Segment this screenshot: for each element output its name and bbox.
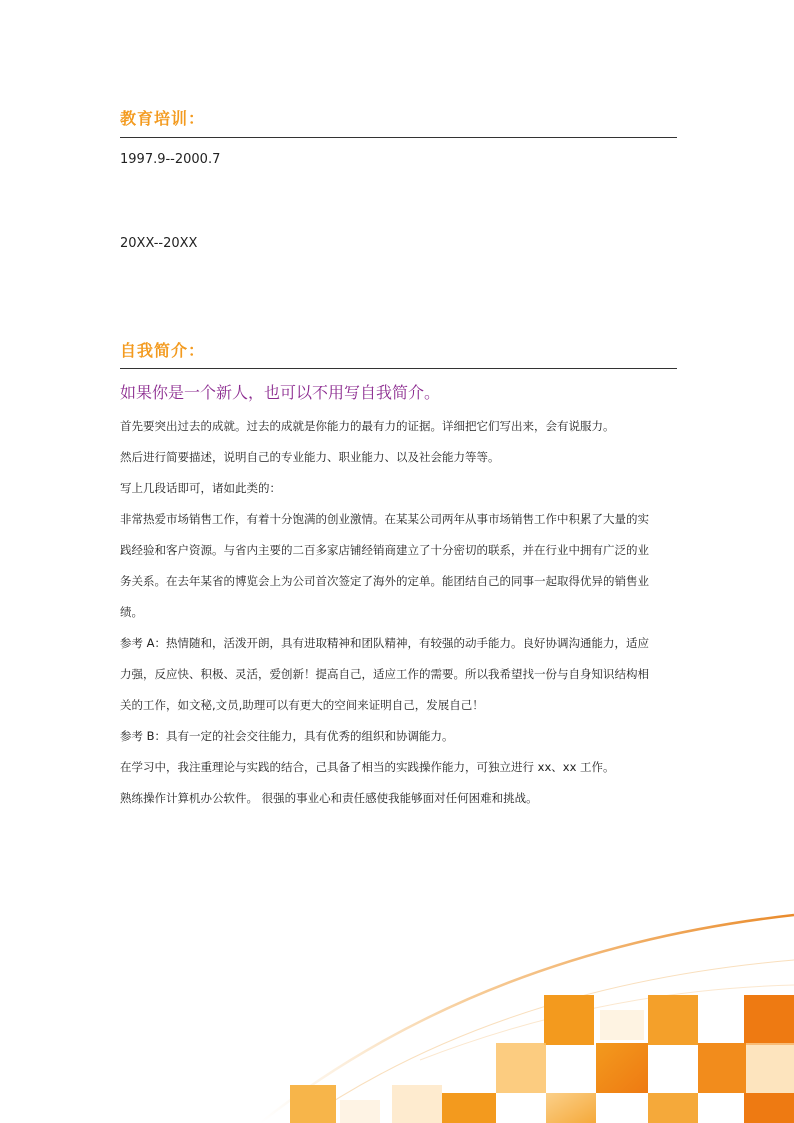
- intro-line: 熟练操作计算机办公软件。 很强的事业心和责任感使我能够面对任何困难和挑战。: [120, 791, 538, 805]
- intro-line: 践经验和客户资源。与省内主要的二百多家店铺经销商建立了十分密切的联系，并在行业中拥有广泛的业: [120, 543, 649, 557]
- intro-line: 参考 A：热情随和，活泼开朗，具有进取精神和团队精神，有较强的动手能力。良好协调沟通能力，适应: [120, 636, 650, 650]
- decor-square: [698, 1043, 746, 1093]
- intro-lead: 如果你是一个新人，也可以不用写自我简介。: [120, 383, 441, 402]
- intro-line: 力强，反应快、积极、灵活，爱创新！提高自己，适应工作的需要。所以我希望找一份与自身知识结构相: [120, 667, 649, 681]
- decor-square: [746, 1043, 794, 1093]
- intro-line: 非常热爱市场销售工作，有着十分饱满的创业激情。在某某公司两年从事市场销售工作中积累了大量的实: [120, 512, 649, 526]
- education-heading: 教育培训：: [120, 109, 206, 128]
- intro-heading: 自我简介：: [120, 341, 206, 360]
- decor-square: [648, 1093, 698, 1123]
- decor-square: [340, 1100, 380, 1123]
- decor-square: [442, 1093, 496, 1123]
- intro-line: 绩。: [120, 605, 143, 619]
- education-date-1: 1997.9--2000.7: [120, 152, 221, 167]
- decor-square: [546, 1093, 596, 1123]
- decor-square: [496, 1043, 546, 1093]
- decor-square: [392, 1085, 442, 1123]
- intro-line: 然后进行简要描述，说明自己的专业能力、职业能力、以及社会能力等等。: [120, 450, 500, 464]
- intro-line: 在学习中，我注重理论与实践的结合，己具备了相当的实践操作能力，可独立进行 xx、xx 工作。: [120, 760, 615, 774]
- intro-line: 参考 B：具有一定的社会交往能力，具有优秀的组织和协调能力。: [120, 729, 454, 743]
- decor-square: [596, 1043, 648, 1093]
- intro-line: 写上几段话即可，诸如此类的：: [120, 481, 281, 495]
- education-date-2: 20XX--20XX: [120, 236, 198, 251]
- decor-square: [600, 1010, 644, 1040]
- decor-square: [648, 995, 698, 1045]
- decor-square: [290, 1085, 336, 1123]
- intro-line: 务关系。在去年某省的博览会上为公司首次签定了海外的定单。能团结自己的同事一起取得优异的销售业: [120, 574, 649, 588]
- intro-line: 首先要突出过去的成就。过去的成就是你能力的最有力的证据。详细把它们写出来，会有说服力。: [120, 419, 615, 433]
- intro-line: 关的工作，如文秘,文员,助理可以有更大的空间来证明自己，发展自己！: [120, 698, 484, 712]
- decor-square: [744, 995, 794, 1045]
- decor-square: [544, 995, 594, 1045]
- decor-square: [744, 1093, 794, 1123]
